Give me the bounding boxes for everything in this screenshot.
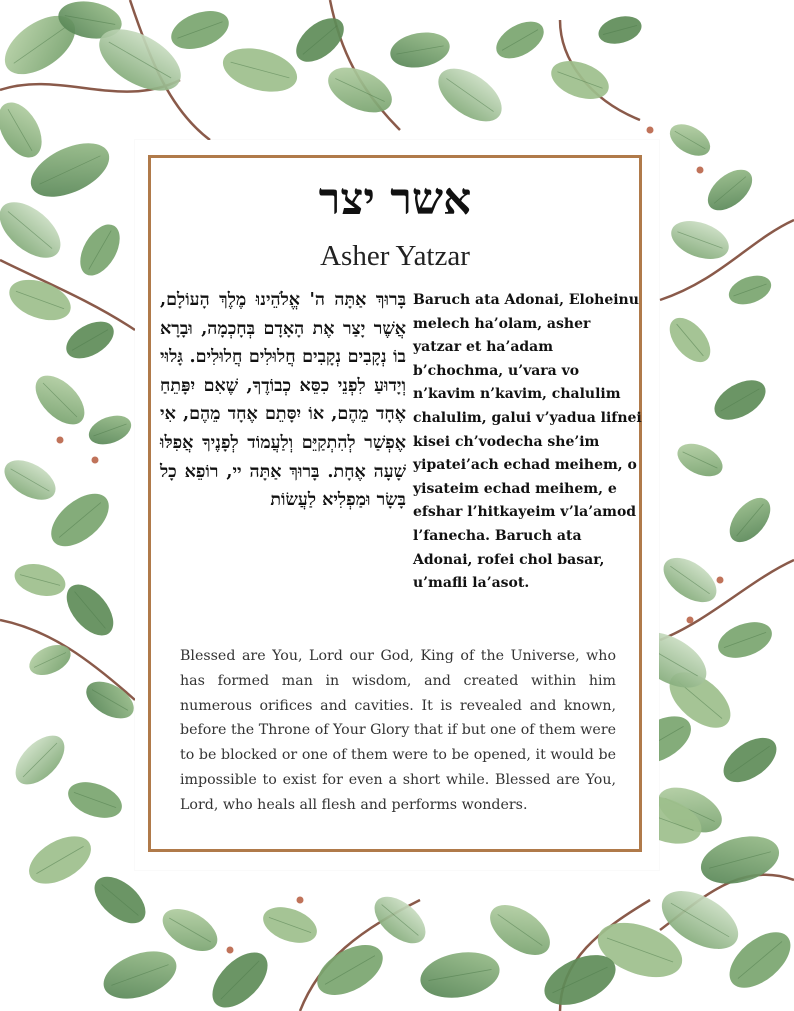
hebrew-blessing-text: בָּרוּךְ אַתָּה ה' אֱלֹהֵינוּ מֶלֶךְ הָעוֹלָם, אֲשֶׁר יָצַר אֶת הָאָדָם בְּחָכְמָה, וּבָרָא בוֹ נְקָבִים נְקָבִים חֲלוּלִים חֲלוּלִים. גָּלוּי וְיָדוּעַ לִפְנֵי כִסֵּא כְבוֹדֶךָ, שֶׁאִם יִפָּתֵחַ אֶחָד מֵהֶם, אוֹ יִסָּתֵם אֶחָד מֵהֶם, אִי אֶפְשַׁר לְהִתְקַיֵּם וְלַעֲמוֹד לְפָנֶיךָ אֲפִלּוּ שָׁעָה אֶחָת. בָּרוּךְ אַתָּה יי, רוֹפֵא כָל בָּשָׂר וּמַפְלִיא לַעֲשׂוֹת [160, 290, 406, 511]
english-translation-text: Blessed are You, Lord our God, King of the Universe, who has formed man in wisdom, and created within him numerous orifices and cavities. It is revealed and known, before the Throne of Your Glory that if but one of them were to be blocked or one of them were to be opened, it would be impossible to exist for even a short while. Blessed are You, Lord, who heals all flesh and performs wonders. [180, 648, 616, 813]
eucalyptus-leaf-icon [0, 192, 70, 269]
eucalyptus-leaf-icon [0, 95, 51, 165]
berry-icon [297, 897, 304, 904]
berry-icon [92, 457, 99, 464]
berry-icon [697, 167, 704, 174]
hebrew-title: אשר יצר [318, 174, 472, 225]
eucalyptus-leaf-icon [0, 452, 62, 508]
eucalyptus-leaf-icon [203, 943, 278, 1011]
berry-icon [57, 437, 64, 444]
english-title: Asher Yatzar [320, 240, 470, 272]
berry-icon [717, 577, 724, 584]
berry-icon [227, 947, 234, 954]
transliteration-text: Baruch ata Adonai, Eloheinu melech ha’olam, asher yatzar et ha’adam b’chochma, u’vara vo n’kavim n’kavim, chalulim chalulim, galui v’yadua lifnei kisei ch’vodecha she’im yipatei’ach echad meihem, o yisateim echad meihem, e efshar l’hitkayeim v’la’amod l’fanecha. Baruch ata Adonai, rofei chol basar, u’mafli la’asot. [413, 292, 642, 592]
berry-icon [647, 127, 654, 134]
berry-icon [687, 617, 694, 624]
